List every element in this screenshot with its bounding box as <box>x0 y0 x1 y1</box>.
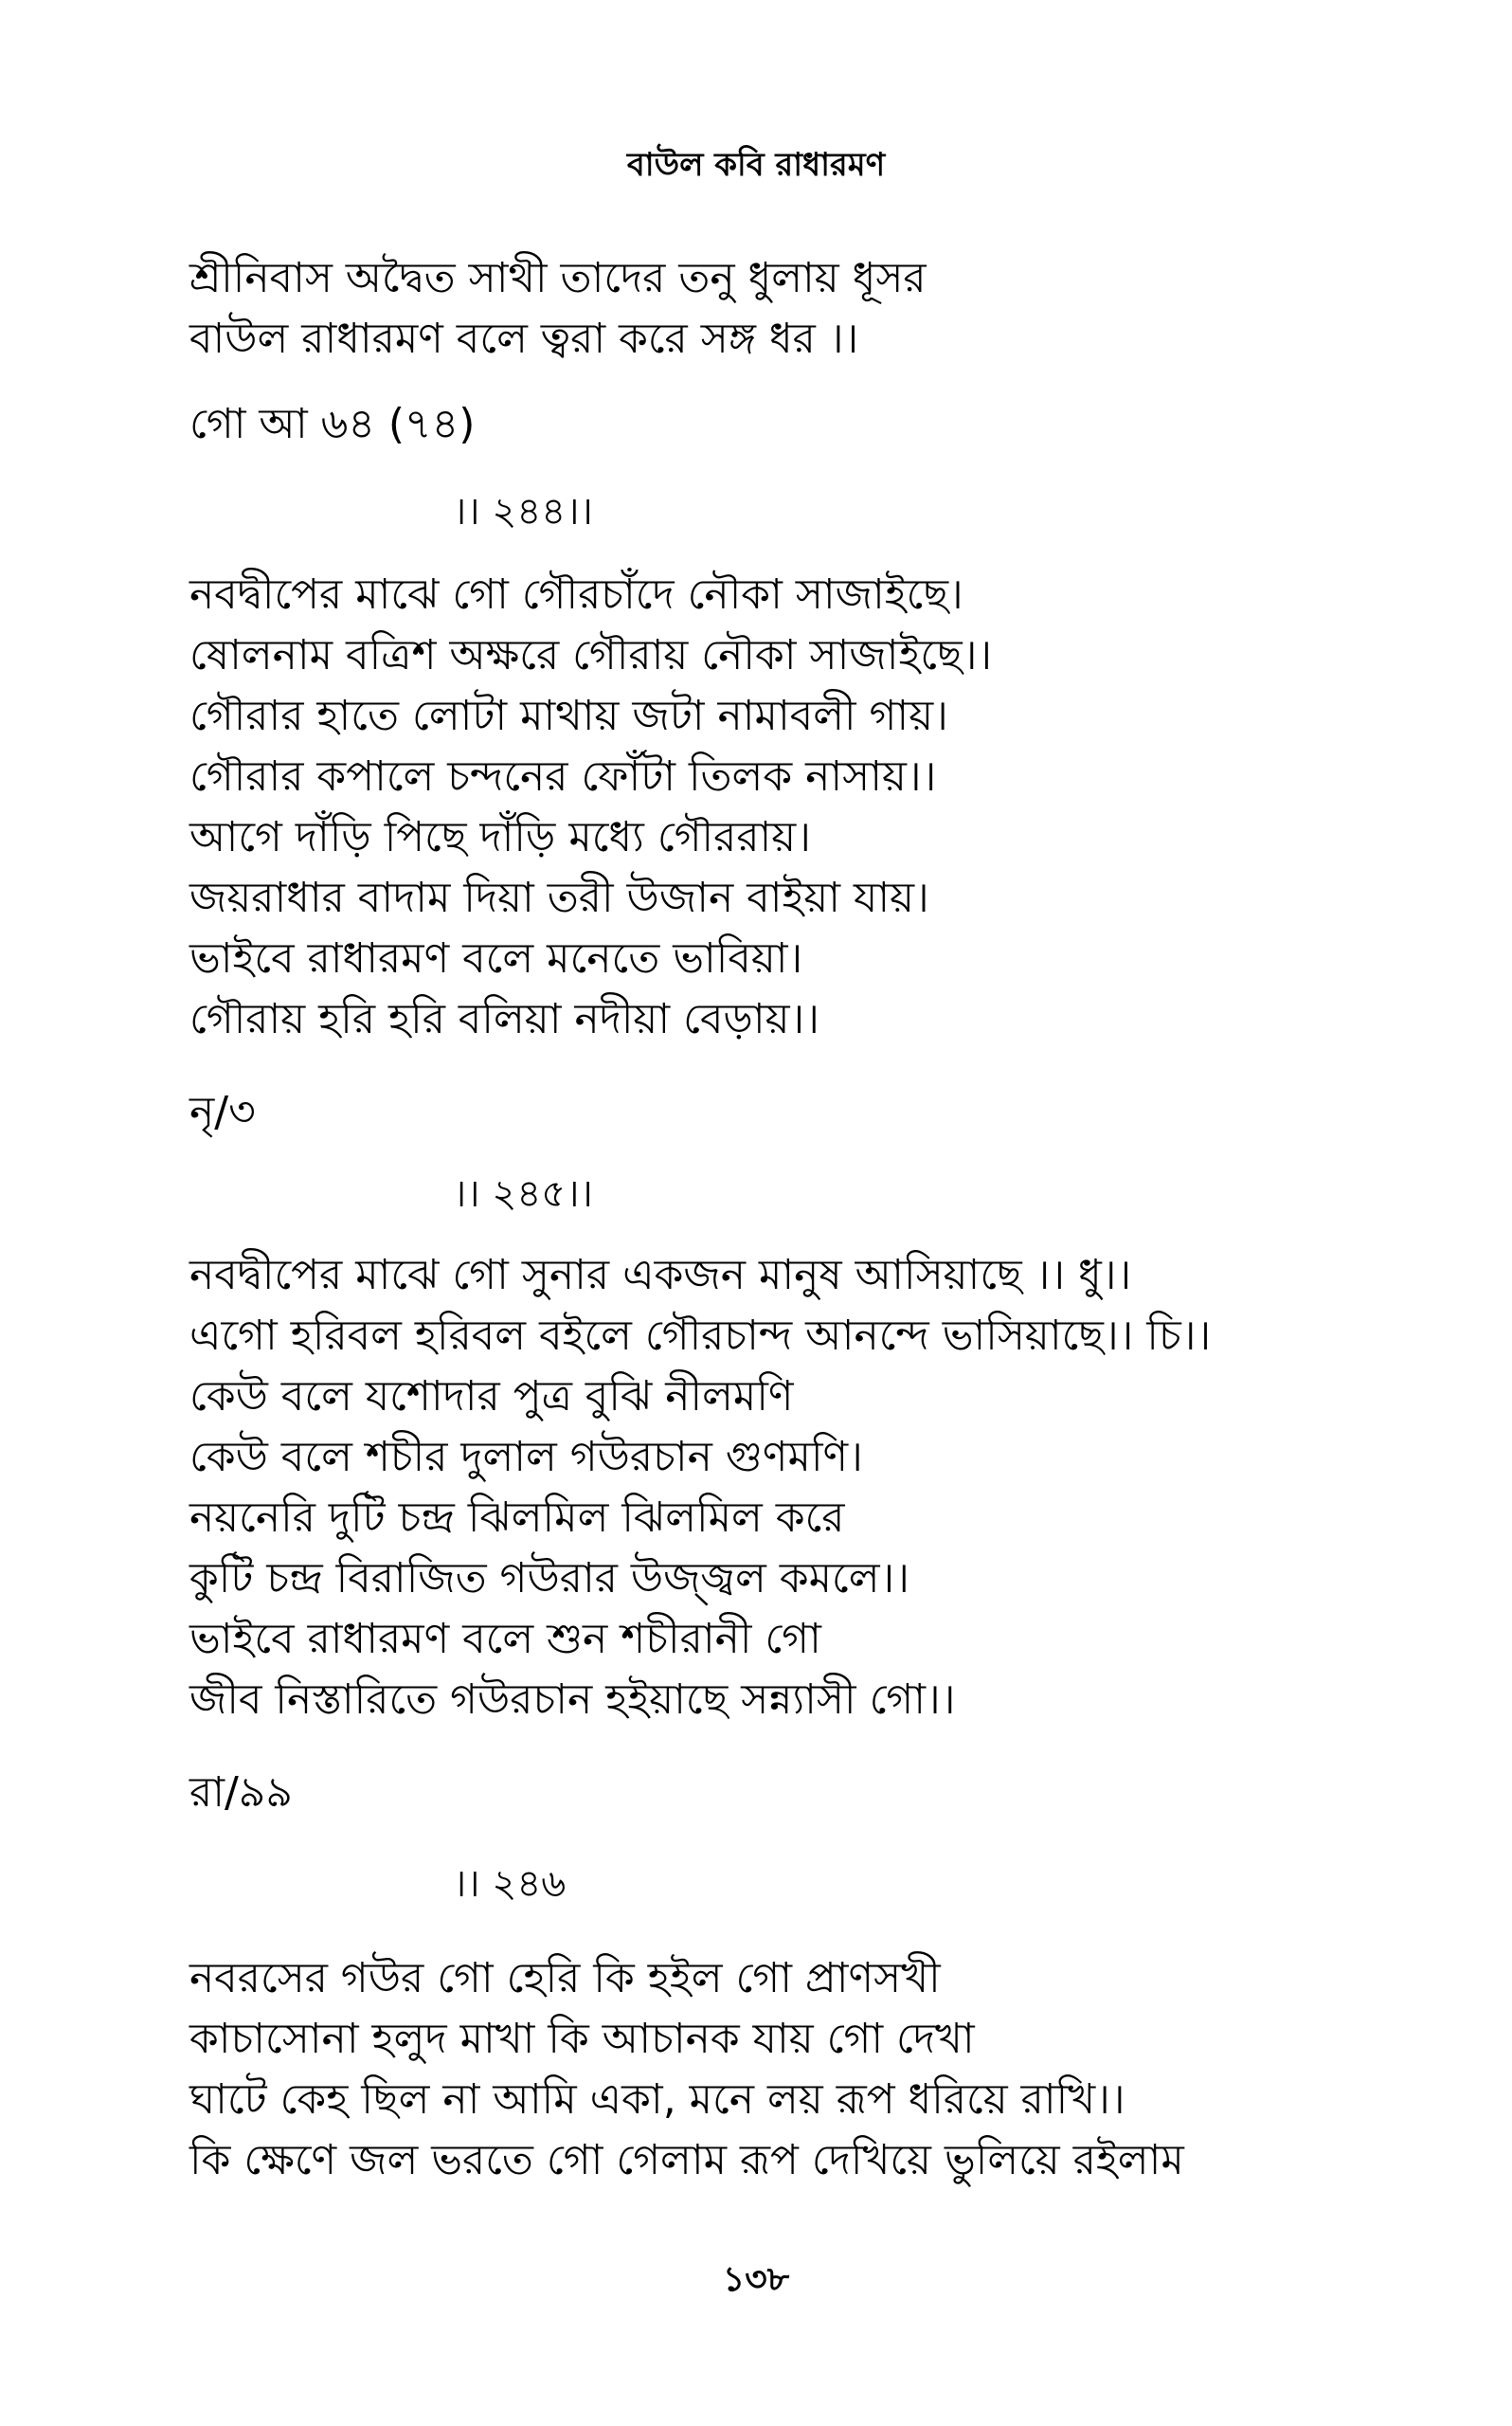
song-number: ।। ২৪৬ <box>453 1862 567 1906</box>
source-reference: গো আ ৬৪ (৭৪) <box>189 400 476 448</box>
verse-line: নবদ্বীপের মাঝে গো গৌরচাঁদে নৌকা সাজাইছে। <box>189 570 963 619</box>
page-number: ১৩৮ <box>722 2260 790 2299</box>
verse-line: কাচাসোনা হলুদ মাখা কি আচানক যায় গো দেখা <box>189 2015 975 2063</box>
verse-line: জয়রাধার বাদাম দিয়া তরী উজান বাইয়া যায়। <box>189 874 929 922</box>
verse-line: নবদ্বীপের মাঝে গো সুনার একজন মানুষ আসিয়াছে ।। ধু।। <box>189 1251 1132 1299</box>
verse-line: ভাইবে রাধারমণ বলে শুন শচীরানী গো <box>189 1615 821 1663</box>
verse-line: ঘাটে কেহ ছিল না আমি একা, মনে লয় রূপ ধরিয়ে রাখি।। <box>189 2075 1125 2124</box>
verse-line: গৌরায় হরি হরি বলিয়া নদীয়া বেড়ায়।। <box>189 995 819 1043</box>
verse-line: বাউল রাধারমণ বলে ত্বরা করে সঙ্গ ধর ।। <box>189 315 859 363</box>
verse-line: কেউ বলে শচীর দুলাল গউরচান গুণমণি। <box>189 1433 863 1481</box>
verse-line: ষোলনাম বত্রিশ অক্ষরে গৌরায় নৌকা সাজাইছে।। <box>189 631 993 679</box>
source-reference: নৃ/৩ <box>189 1088 256 1136</box>
verse-line: গৌরার কপালে চন্দনের ফোঁটা তিলক নাসায়।। <box>189 752 937 801</box>
verse-line: নয়নেরি দুটি চন্দ্র ঝিলমিল ঝিলমিল করে <box>189 1494 845 1542</box>
verse-line: এগো হরিবল হরিবল বইলে গৌরচান্দ আনন্দে ভাসিয়াছে।। চি।। <box>189 1312 1212 1360</box>
page-header: বাউল কবি রাধারমণ <box>626 146 886 184</box>
verse-line: গৌরার হাতে লোটা মাথায় জটা নামাবলী গায়। <box>189 692 948 740</box>
song-number: ।। ২৪৫।। <box>453 1172 593 1216</box>
verse-line: ভাইবে রাধারমণ বলে মনেতে ভাবিয়া। <box>189 934 803 983</box>
verse-line: কি ক্ষেণে জল ভরতে গো গেলাম রূপ দেখিয়ে ভুলিয়ে রইলাম <box>189 2136 1184 2184</box>
verse-line: কুটি চন্দ্র বিরাজিত গউরার উজ্জ্বল কমলে।। <box>189 1554 909 1602</box>
verse-line: কেউ বলে যশোদার পুত্র বুঝি নীলমণি <box>189 1372 794 1421</box>
song-number: ।। ২৪৪।। <box>453 490 593 534</box>
verse-line: জীব নিস্তারিতে গউরচান হইয়াছে সন্ন্যাসী গো।। <box>189 1675 956 1724</box>
verse-line: নবরসের গউর গো হেরি কি হইল গো প্রাণসখী <box>189 1954 941 2002</box>
verse-line: শ্রীনিবাস অদ্বৈত সাথী তাদের তনু ধুলায় ধূসর <box>189 254 927 302</box>
verse-line: আগে দাঁড়ি পিছে দাঁড়ি মধ্যে গৌররায়। <box>189 813 811 861</box>
source-reference: রা/৯৯ <box>189 1768 293 1817</box>
